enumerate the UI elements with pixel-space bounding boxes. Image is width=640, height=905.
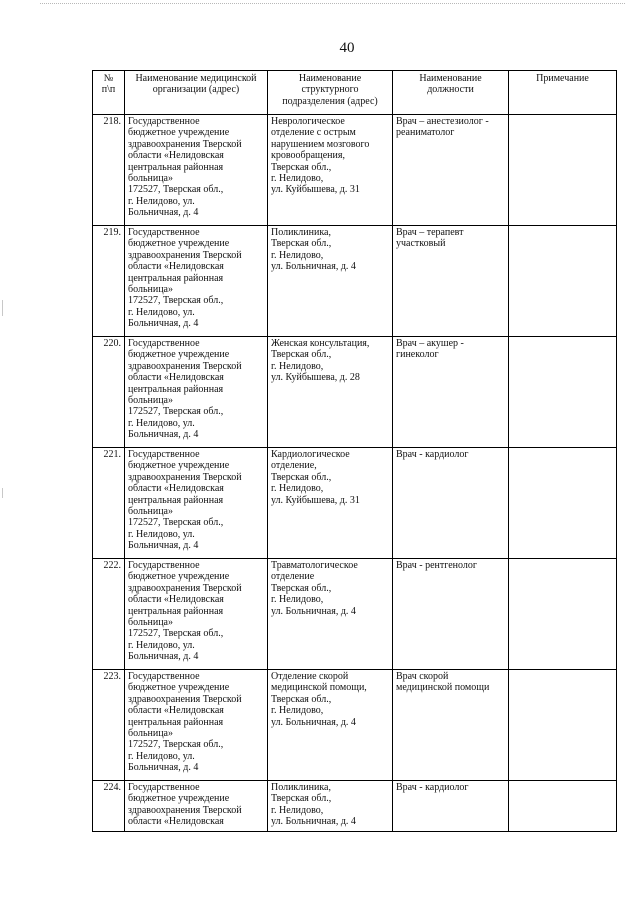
registry-table [92, 70, 617, 832]
row-number: 222. [93, 559, 125, 670]
structural-unit-cell: Травматологическое отделение Тверская обл., г. Нелидово, ул. Больничная, д. 4 [268, 559, 393, 670]
note-cell [509, 226, 617, 337]
table-row [93, 670, 617, 781]
row-number: 221. [93, 448, 125, 559]
note-cell [509, 448, 617, 559]
note-cell [509, 337, 617, 448]
organization-cell: Государственное бюджетное учреждение здравоохранения Тверской области «Нелидовская центральная районная больница» 172527, Тверская обл., г. Нелидово, ул. Больничная, д. 4 [125, 226, 268, 337]
position-cell: Врач – анестезиолог - реаниматолог [393, 115, 509, 226]
structural-unit-cell: Поликлиника, Тверская обл., г. Нелидово, ул. Больничная, д. 4 [268, 226, 393, 337]
position-cell: Врач - рентгенолог [393, 559, 509, 670]
position-cell: Врач - кардиолог [393, 781, 509, 832]
header-structural-unit: Наименование структурного подразделения (адрес) [268, 71, 393, 115]
page-number: 40 [339, 40, 355, 56]
row-number: 219. [93, 226, 125, 337]
table-row [93, 781, 617, 832]
note-cell [509, 781, 617, 832]
structural-unit-cell: Кардиологическое отделение, Тверская обл., г. Нелидово, ул. Куйбышева, д. 31 [268, 448, 393, 559]
structural-unit-cell: Женская консультация, Тверская обл., г. Нелидово, ул. Куйбышева, д. 28 [268, 337, 393, 448]
table-row [93, 226, 617, 337]
organization-cell: Государственное бюджетное учреждение здравоохранения Тверской области «Нелидовская центральная районная больница» 172527, Тверская обл., г. Нелидово, ул. Больничная, д. 4 [125, 448, 268, 559]
scan-margin-mark [2, 300, 3, 316]
note-cell [509, 115, 617, 226]
organization-cell: Государственное бюджетное учреждение здравоохранения Тверской области «Нелидовская центральная районная больница» 172527, Тверская обл., г. Нелидово, ул. Больничная, д. 4 [125, 337, 268, 448]
organization-cell: Государственное бюджетное учреждение здравоохранения Тверской области «Нелидовская центральная районная больница» 172527, Тверская обл., г. Нелидово, ул. Больничная, д. 4 [125, 559, 268, 670]
table-row [93, 559, 617, 670]
table-row [93, 448, 617, 559]
table-row [93, 337, 617, 448]
organization-cell: Государственное бюджетное учреждение здравоохранения Тверской области «Нелидовская центральная районная больница» 172527, Тверская обл., г. Нелидово, ул. Больничная, д. 4 [125, 115, 268, 226]
header-note: Примечание [509, 71, 617, 115]
scan-margin-mark [2, 488, 3, 498]
table-row [93, 115, 617, 226]
position-cell: Врач – акушер - гинеколог [393, 337, 509, 448]
row-number: 223. [93, 670, 125, 781]
header-organization: Наименование медицинской организации (адрес) [125, 71, 268, 115]
position-cell: Врач - кардиолог [393, 448, 509, 559]
organization-cell: Государственное бюджетное учреждение здравоохранения Тверской области «Нелидовская центральная районная больница» 172527, Тверская обл., г. Нелидово, ул. Больничная, д. 4 [125, 670, 268, 781]
position-cell: Врач скорой медицинской помощи [393, 670, 509, 781]
organization-cell: Государственное бюджетное учреждение здравоохранения Тверской области «Нелидовская [125, 781, 268, 832]
note-cell [509, 559, 617, 670]
row-number: 220. [93, 337, 125, 448]
position-cell: Врач – терапевт участковый [393, 226, 509, 337]
table-header-row [93, 71, 617, 115]
row-number: 224. [93, 781, 125, 832]
scan-edge-top [40, 3, 625, 4]
structural-unit-cell: Неврологическое отделение с острым нарушением мозгового кровообращения, Тверская обл., г. Нелидово, ул. Куйбышева, д. 31 [268, 115, 393, 226]
structural-unit-cell: Поликлиника, Тверская обл., г. Нелидово, ул. Больничная, д. 4 [268, 781, 393, 832]
note-cell [509, 670, 617, 781]
header-position: Наименование должности [393, 71, 509, 115]
header-number: № п\п [93, 71, 125, 115]
row-number: 218. [93, 115, 125, 226]
structural-unit-cell: Отделение скорой медицинской помощи, Тверская обл., г. Нелидово, ул. Больничная, д. 4 [268, 670, 393, 781]
